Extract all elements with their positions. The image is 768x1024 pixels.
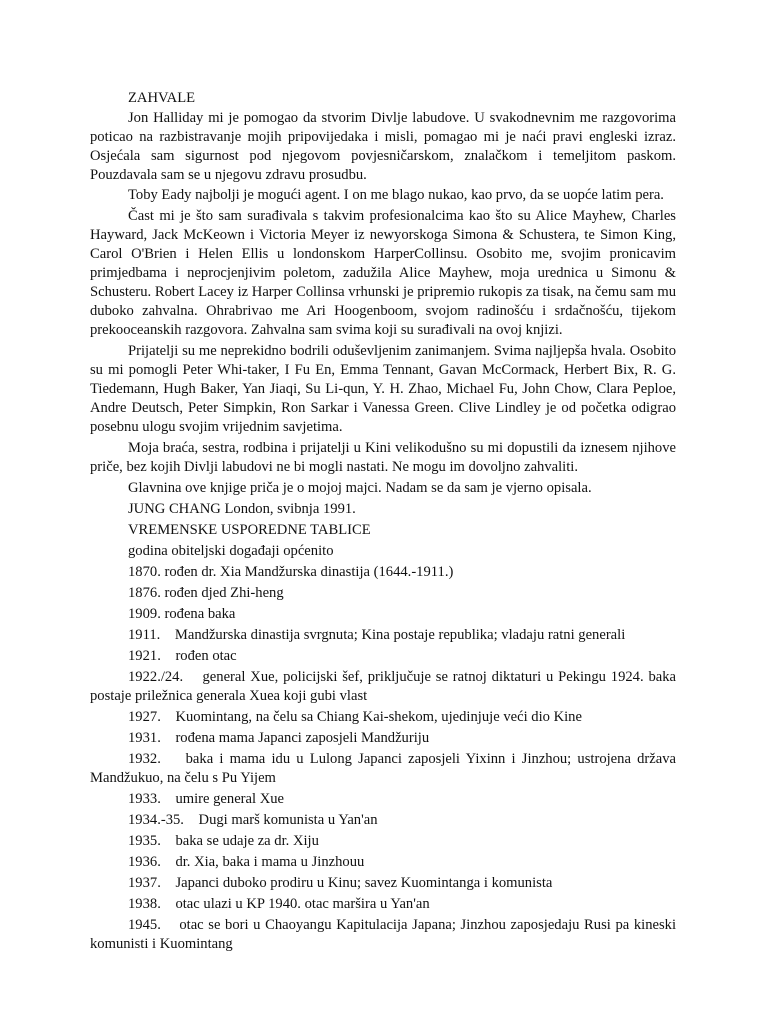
timeline-entry <box>90 750 676 788</box>
timeline-text: rođen dr. Xia Mandžurska dinastija (1644.-1911.) <box>164 564 454 580</box>
timeline-year: 1935. <box>128 833 161 849</box>
timeline-text: otac se bori u Chaoyangu Kapitulacija Japana; Jinzhou zaposjedaju Rusi pa kineski komunisti i Kuomintang <box>90 917 676 952</box>
timeline-text: Mandžurska dinastija svrgnuta; Kina postaje republika; vladaju ratni generali <box>174 627 626 643</box>
paragraph-publishers: Čast mi je što sam surađivala s takvim profesionalcima kao što su Alice Mayhew, Charles Hayward, Jack McKeown i Victoria Meyer iz newyorskoga Simona & Schustera, te Simon King, Carol O'Brien i Helen Ellis u londonskom HarperCollinsu. Osobito me, svojim pronicavim primjedbama i neprocjenjivim poletom, zadužila Alice Mayhew, moja urednica u Simonu & Schusteru. Robert Lacey iz Harper Collinsa vrhunski je pripremio rukopis za tisak, na čemu sam mu duboko zahvalna. Ohrabrivao me Ari Hoogenboom, svojom radinošću i srdačnošću, tijekom prekooceanskih razgovora. Zahvalna sam svima koji su surađivali na ovoj knjizi. <box>90 208 676 338</box>
timeline-year: 1936. <box>128 854 161 870</box>
timeline-list <box>90 563 676 954</box>
timeline-entry <box>90 874 676 893</box>
timeline-entry <box>90 563 676 582</box>
timeline-text: rođen djed Zhi-heng <box>164 585 284 601</box>
timeline-text: Kuomintang, na čelu sa Chiang Kai-shekom, ujedinjuje veći dio Kine <box>175 709 582 725</box>
timeline-entry <box>90 916 676 954</box>
timeline-text: dr. Xia, baka i mama u Jinzhouu <box>175 854 365 870</box>
timeline-text: general Xue, policijski šef, priključuje se ratnoj diktaturi u Pekingu 1924. baka postaje priležnica generala Xuea koji gubi vlast <box>90 669 676 704</box>
timeline-year: 1921. <box>128 648 161 664</box>
timeline-entry <box>90 626 676 645</box>
timeline-year: 1945. <box>128 917 161 933</box>
timeline-year: 1937. <box>128 875 161 891</box>
timeline-entry <box>90 832 676 851</box>
timeline-text: Dugi marš komunista u Yan'an <box>198 812 378 828</box>
timeline-text: Japanci duboko prodiru u Kinu; savez Kuomintanga i komunista <box>175 875 553 891</box>
timeline-entry <box>90 605 676 624</box>
timeline-text: baka se udaje za dr. Xiju <box>175 833 319 849</box>
timeline-text: rođen otac <box>175 648 237 664</box>
timeline-year: 1931. <box>128 730 161 746</box>
timeline-text: umire general Xue <box>175 791 285 807</box>
timeline-entry <box>90 584 676 603</box>
timeline-entry <box>90 708 676 727</box>
timeline-year: 1934.-35. <box>128 812 184 828</box>
timeline-year: 1932. <box>128 751 161 767</box>
timeline-title: VREMENSKE USPOREDNE TABLICE <box>128 522 371 538</box>
document-page <box>90 89 676 954</box>
timeline-entry <box>90 729 676 748</box>
timeline-text: rođena mama Japanci zaposjeli Mandžuriju <box>175 730 430 746</box>
timeline-text: otac ulazi u KP 1940. otac maršira u Yan'an <box>175 896 430 912</box>
timeline-entry <box>90 811 676 830</box>
timeline-text: rođena baka <box>164 606 236 622</box>
timeline-text: baka i mama idu u Lulong Japanci zaposjeli Yixinn i Jinzhou; ustrojena država Mandžukuo, na čelu s Pu Yijem <box>90 751 677 786</box>
timeline-year: 1911. <box>128 627 161 643</box>
timeline-columns: godina obiteljski događaji općenito <box>128 543 334 559</box>
paragraph-halliday: Jon Halliday mi je pomogao da stvorim Divlje labudove. U svakodnevnim me razgovorima poticao na razbistravanje mojih pripovijedaka i misli, pomagao mi je naći pravi engleski izraz. Osjećala sam sigurnost pod njegovom povjesničarskom, znalačkom i temeljitom paskom. Pouzdavala sam se u njegovu zdravu prosudbu. <box>90 110 676 183</box>
timeline-year: 1870. <box>128 564 161 580</box>
paragraph-family: Moja braća, sestra, rodbina i prijatelji u Kini velikodušno su mi dopustili da iznesem njihove priče, bez kojih Divlji labudovi ne bi mogli nastati. Ne mogu im dovoljno zahvaliti. <box>90 440 676 475</box>
timeline-entry <box>90 668 676 706</box>
paragraph-mother: Glavnina ove knjige priča je o mojoj majci. Nadam se da sam je vjerno opisala. <box>128 480 592 496</box>
timeline-entry <box>90 853 676 872</box>
paragraph-eady: Toby Eady najbolji je mogući agent. I on me blago nukao, kao prvo, da se uopće latim pera. <box>128 187 664 203</box>
timeline-year: 1933. <box>128 791 161 807</box>
timeline-year: 1876. <box>128 585 161 601</box>
signature-line: JUNG CHANG London, svibnja 1991. <box>128 501 356 517</box>
timeline-year: 1909. <box>128 606 161 622</box>
timeline-year: 1922./24. <box>128 669 184 685</box>
timeline-entry <box>90 895 676 914</box>
paragraph-friends: Prijatelji su me neprekidno bodrili oduševljenim zanimanjem. Svima najljepša hvala. Osobito su mi pomogli Peter Whi-taker, I Fu En, Emma Tennant, Gavan McCormack, Herbert Bix, R. G. Tiedemann, Hugh Baker, Yan Jiaqi, Su Li-qun, Y. H. Zhao, Michael Fu, John Chow, Clara Peploe, Andre Deutsch, Peter Simpkin, Ron Sarkar i Vanessa Green. Clive Lindley je od početka odigrao posebnu ulogu svojim vrijednim savjetima. <box>90 343 676 435</box>
timeline-entry <box>90 790 676 809</box>
heading-zahvale: ZAHVALE <box>128 90 196 106</box>
timeline-entry <box>90 647 676 666</box>
timeline-year: 1938. <box>128 896 161 912</box>
timeline-year: 1927. <box>128 709 161 725</box>
